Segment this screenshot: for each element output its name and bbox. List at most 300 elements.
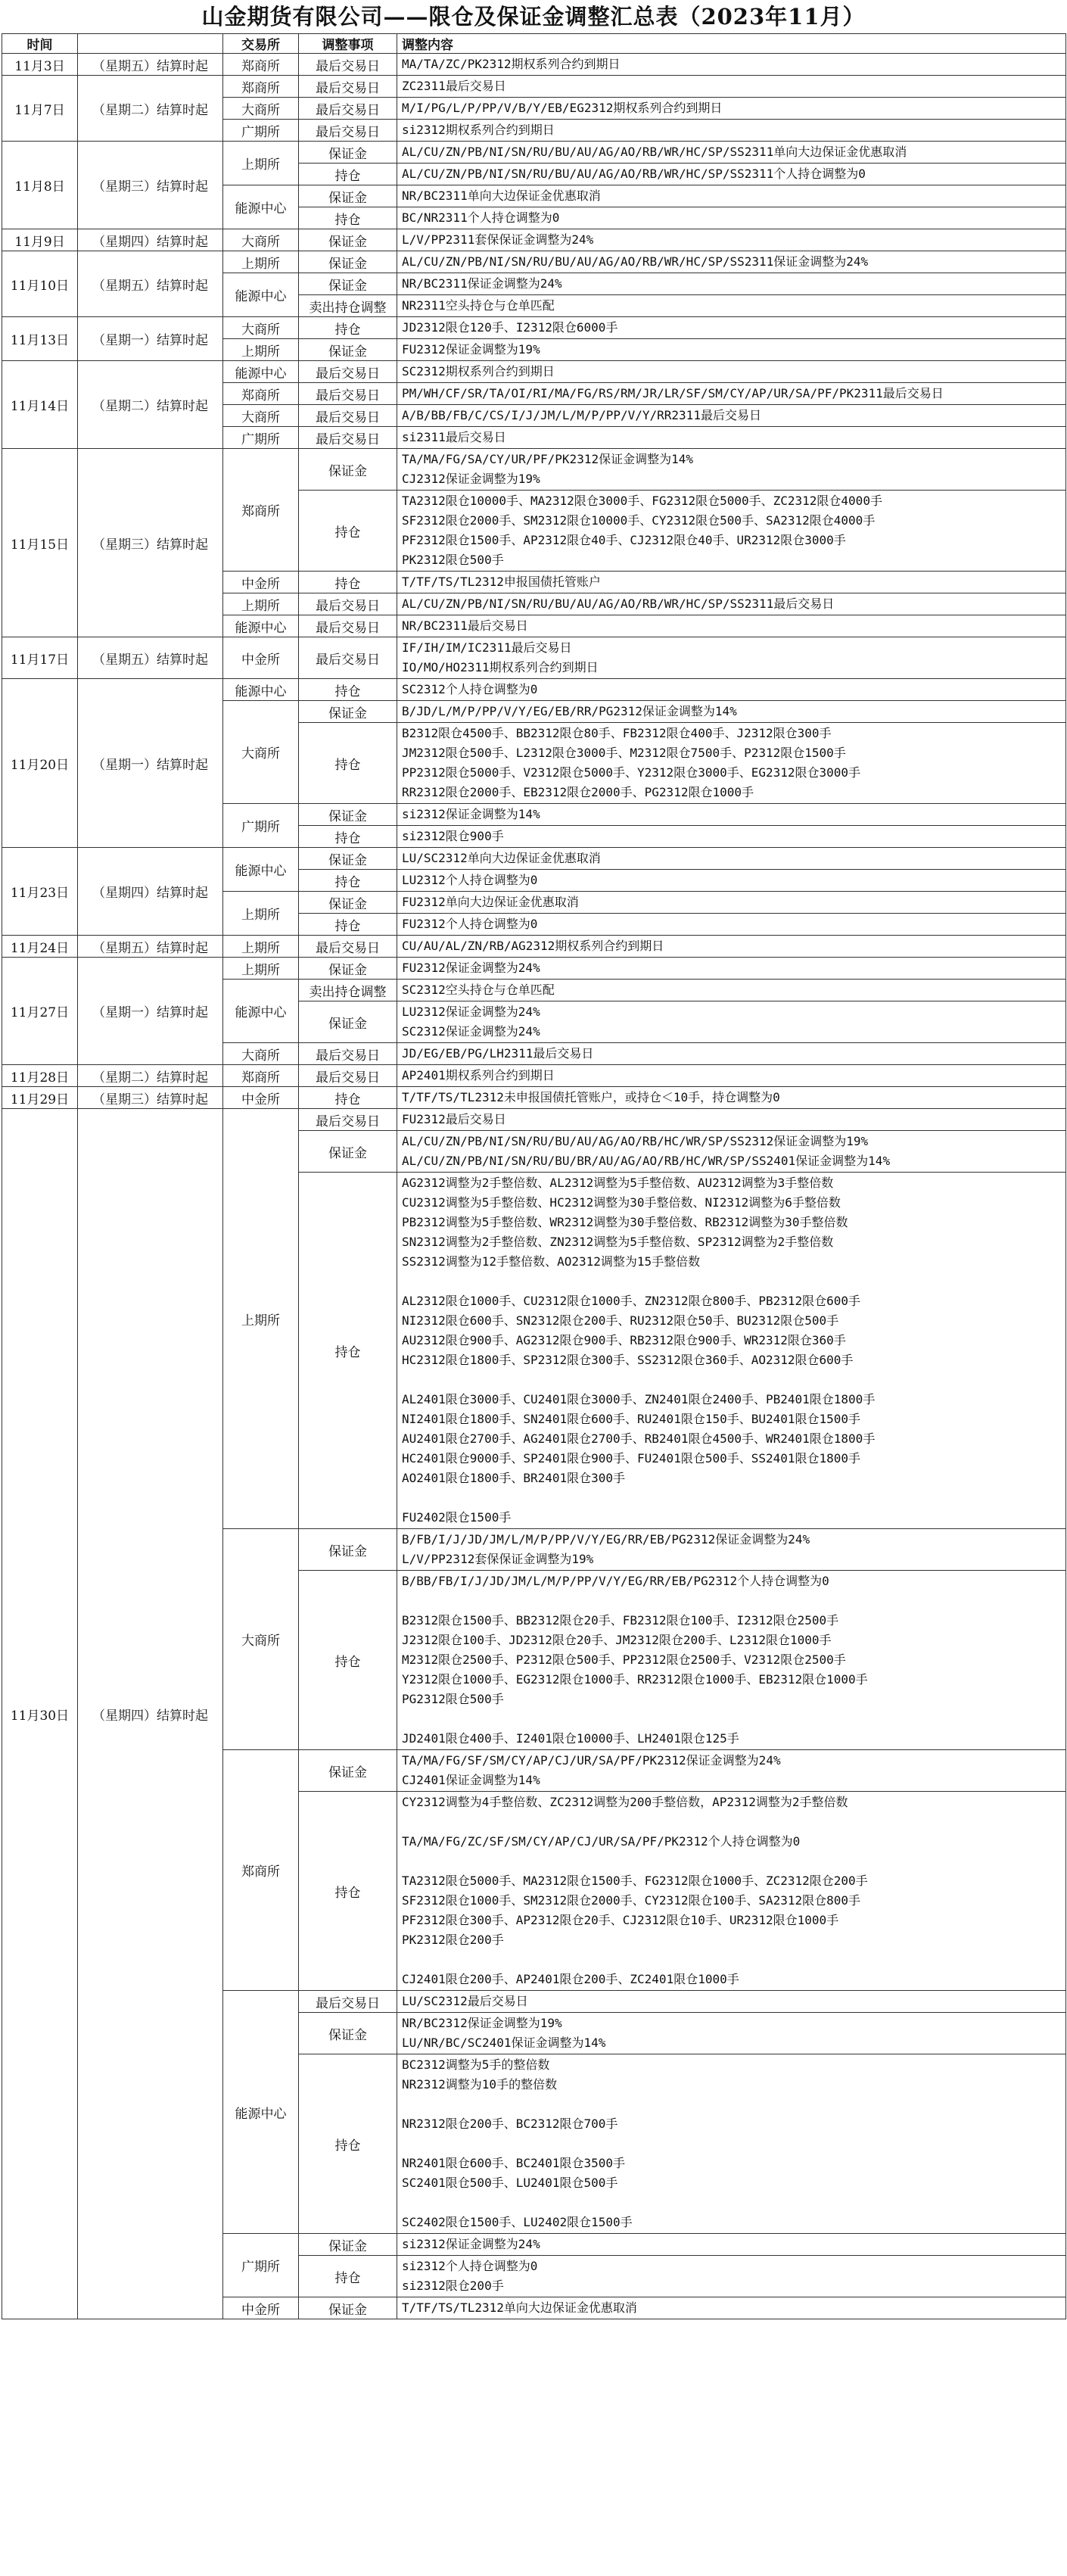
content-line bbox=[402, 1591, 1061, 1611]
content-cell bbox=[397, 1001, 1066, 1043]
content-cell bbox=[397, 1571, 1066, 1750]
content-cell bbox=[397, 2054, 1066, 2234]
exchange-cell: 能源中心 bbox=[223, 980, 299, 1043]
weekday-cell: （星期三）结算时起 bbox=[78, 142, 223, 229]
content-line: si2312保证金调整为14% bbox=[402, 807, 540, 821]
item-cell: 保证金 bbox=[299, 1750, 397, 1792]
content-line: si2312保证金调整为24% bbox=[402, 2237, 540, 2251]
item-cell: 保证金 bbox=[299, 848, 397, 870]
content-line: CU2312调整为5手整倍数、HC2312调整为30手整倍数、NI2312调整为6手整倍数 bbox=[402, 1195, 841, 1210]
content-line: NR2312限仓200手、BC2312限仓700手 bbox=[402, 2117, 618, 2131]
item-cell: 保证金 bbox=[299, 701, 397, 723]
content-line: IO/MO/HO2311期权系列合约到期日 bbox=[402, 660, 599, 674]
content-cell bbox=[397, 892, 1066, 914]
content-cell bbox=[397, 1173, 1066, 1529]
weekday-cell: （星期五）结算时起 bbox=[78, 637, 223, 679]
content-cell bbox=[397, 251, 1066, 273]
exchange-cell: 上期所 bbox=[223, 251, 299, 273]
content-line: NR/BC2311单向大边保证金优惠取消 bbox=[402, 188, 601, 203]
content-line: HC2401限仓9000手、SP2401限仓900手、FU2401限仓500手、SS2401限仓1800手 bbox=[402, 1451, 861, 1466]
content-line bbox=[402, 1272, 1061, 1291]
table-row bbox=[2, 229, 1066, 251]
table-row bbox=[2, 142, 1066, 164]
item-cell: 持仓 bbox=[299, 2054, 397, 2234]
content-line: si2312限仓200手 bbox=[402, 2279, 504, 2293]
content-line: PP2312限仓5000手、V2312限仓5000手、Y2312限仓3000手、EG2312限仓3000手 bbox=[402, 765, 861, 780]
content-cell bbox=[397, 936, 1066, 958]
content-cell bbox=[397, 980, 1066, 1001]
content-cell bbox=[397, 273, 1066, 295]
exchange-cell: 大商所 bbox=[223, 1043, 299, 1065]
content-cell bbox=[397, 120, 1066, 142]
content-cell bbox=[397, 848, 1066, 870]
weekday-cell: （星期一）结算时起 bbox=[78, 679, 223, 848]
content-line: MA/TA/ZC/PK2312期权系列合约到期日 bbox=[402, 57, 621, 71]
item-cell: 保证金 bbox=[299, 1131, 397, 1173]
content-cell bbox=[397, 593, 1066, 615]
weekday-cell: （星期五）结算时起 bbox=[78, 251, 223, 317]
item-cell: 保证金 bbox=[299, 185, 397, 207]
table-row bbox=[2, 317, 1066, 339]
content-line bbox=[402, 2193, 1061, 2213]
content-cell bbox=[397, 449, 1066, 491]
item-cell: 持仓 bbox=[299, 207, 397, 229]
content-cell bbox=[397, 2297, 1066, 2319]
exchange-cell: 广期所 bbox=[223, 427, 299, 449]
weekday-cell: （星期一）结算时起 bbox=[78, 958, 223, 1065]
content-line: PK2312限仓200手 bbox=[402, 1933, 504, 1947]
content-line: SC2312保证金调整为24% bbox=[402, 1024, 540, 1039]
content-line: FU2312最后交易日 bbox=[402, 1112, 506, 1126]
exchange-cell: 广期所 bbox=[223, 120, 299, 142]
content-line: PF2312限仓300手、AP2312限仓20手、CJ2312限仓10手、UR2312限仓1000手 bbox=[402, 1913, 839, 1927]
exchange-cell: 大商所 bbox=[223, 405, 299, 427]
content-line: TA/MA/FG/SA/CY/UR/PF/PK2312保证金调整为14% bbox=[402, 452, 693, 466]
content-line: AP2401期权系列合约到期日 bbox=[402, 1068, 555, 1082]
content-line: FU2312个人持仓调整为0 bbox=[402, 917, 538, 931]
content-line: IF/IH/IM/IC2311最后交易日 bbox=[402, 640, 572, 655]
table-row bbox=[2, 251, 1066, 273]
content-line: AU2401限仓2700手、AG2401限仓2700手、RB2401限仓4500手、WR2401限仓1800手 bbox=[402, 1431, 876, 1446]
exchange-cell: 大商所 bbox=[223, 317, 299, 339]
content-line: AL/CU/ZN/PB/NI/SN/RU/BU/AU/AG/AO/RB/WR/HC/SP/SS2311个人持仓调整为0 bbox=[402, 167, 866, 181]
item-cell: 最后交易日 bbox=[299, 54, 397, 76]
date-cell: 11月7日 bbox=[2, 76, 78, 142]
content-line: FU2312单向大边保证金优惠取消 bbox=[402, 895, 579, 909]
item-cell: 持仓 bbox=[299, 1571, 397, 1750]
item-cell: 卖出持仓调整 bbox=[299, 295, 397, 317]
content-line: SC2312期权系列合约到期日 bbox=[402, 364, 555, 378]
content-cell bbox=[397, 1792, 1066, 1991]
content-line: AG2312调整为2手整倍数、AL2312调整为5手整倍数、AU2312调整为3手整倍数 bbox=[402, 1176, 834, 1190]
content-line bbox=[402, 1852, 1061, 1871]
item-cell: 最后交易日 bbox=[299, 593, 397, 615]
content-cell bbox=[397, 427, 1066, 449]
content-cell bbox=[397, 572, 1066, 593]
content-line: B/FB/I/J/JD/JM/L/M/P/PP/V/Y/EG/RR/EB/PG2312保证金调整为24% bbox=[402, 1532, 810, 1547]
content-line: PM/WH/CF/SR/TA/OI/RI/MA/FG/RS/RM/JR/LR/SF/SM/CY/AP/UR/SA/PF/PK2311最后交易日 bbox=[402, 386, 944, 400]
content-line: B/BB/FB/I/J/JD/JM/L/M/P/PP/V/Y/EG/RR/EB/PG2312个人持仓调整为0 bbox=[402, 1574, 829, 1588]
content-line: B2312限仓4500手、BB2312限仓80手、FB2312限仓400手、J2312限仓300手 bbox=[402, 726, 832, 740]
content-line: TA/MA/FG/SF/SM/CY/AP/CJ/UR/SA/PF/PK2312保证金调整为24% bbox=[402, 1753, 781, 1768]
content-line: SC2312个人持仓调整为0 bbox=[402, 682, 538, 696]
table-header-row bbox=[2, 34, 1066, 54]
exchange-cell: 上期所 bbox=[223, 1109, 299, 1529]
item-cell: 最后交易日 bbox=[299, 1109, 397, 1131]
content-line bbox=[402, 1812, 1061, 1832]
date-cell: 11月9日 bbox=[2, 229, 78, 251]
content-line: NI2401限仓1800手、SN2401限仓600手、RU2401限仓150手、BU2401限仓1500手 bbox=[402, 1412, 861, 1426]
content-cell bbox=[397, 723, 1066, 804]
content-line: M/I/PG/L/P/PP/V/B/Y/EB/EG2312期权系列合约到期日 bbox=[402, 101, 723, 115]
exchange-cell: 大商所 bbox=[223, 98, 299, 120]
content-line: NR2401限仓600手、BC2401限仓3500手 bbox=[402, 2156, 626, 2170]
item-cell: 持仓 bbox=[299, 164, 397, 185]
content-line: SC2312空头持仓与仓单匹配 bbox=[402, 983, 555, 997]
page-title: 山金期货有限公司——限仓及保证金调整汇总表（2023年11月） bbox=[201, 4, 866, 30]
content-cell bbox=[397, 1043, 1066, 1065]
item-cell: 保证金 bbox=[299, 2013, 397, 2054]
table-row bbox=[2, 54, 1066, 76]
item-cell: 持仓 bbox=[299, 723, 397, 804]
content-cell bbox=[397, 491, 1066, 572]
content-cell bbox=[397, 185, 1066, 207]
item-cell: 最后交易日 bbox=[299, 1065, 397, 1087]
content-line: si2312期权系列合约到期日 bbox=[402, 123, 555, 137]
weekday-cell: （星期二）结算时起 bbox=[78, 76, 223, 142]
content-line: AU2312限仓900手、AG2312限仓900手、RB2312限仓900手、WR2312限仓360手 bbox=[402, 1333, 846, 1347]
header-exchange: 交易所 bbox=[223, 34, 299, 54]
content-line: AL2312限仓1000手、CU2312限仓1000手、ZN2312限仓800手、PB2312限仓600手 bbox=[402, 1294, 861, 1308]
item-cell: 持仓 bbox=[299, 914, 397, 936]
content-line: CJ2401保证金调整为14% bbox=[402, 1773, 540, 1787]
content-line: SC2401限仓500手、LU2401限仓500手 bbox=[402, 2176, 618, 2190]
content-line: Y2312限仓1000手、EG2312限仓1000手、RR2312限仓1000手、EB2312限仓1000手 bbox=[402, 1672, 868, 1687]
item-cell: 最后交易日 bbox=[299, 427, 397, 449]
exchange-cell: 上期所 bbox=[223, 892, 299, 936]
table-row bbox=[2, 76, 1066, 98]
exchange-cell: 能源中心 bbox=[223, 679, 299, 701]
table-row bbox=[2, 449, 1066, 491]
content-cell bbox=[397, 1991, 1066, 2013]
item-cell: 最后交易日 bbox=[299, 76, 397, 98]
date-cell: 11月15日 bbox=[2, 449, 78, 637]
exchange-cell: 上期所 bbox=[223, 142, 299, 185]
weekday-cell: （星期五）结算时起 bbox=[78, 54, 223, 76]
content-line: CY2312调整为4手整倍数、ZC2312调整为200手整倍数，AP2312调整为2手整倍数 bbox=[402, 1795, 848, 1809]
item-cell: 保证金 bbox=[299, 229, 397, 251]
content-line: LU/SC2312最后交易日 bbox=[402, 1994, 528, 2008]
adjustment-table bbox=[2, 33, 1066, 2319]
content-line: LU2312个人持仓调整为0 bbox=[402, 873, 538, 887]
exchange-cell: 广期所 bbox=[223, 804, 299, 848]
content-line: TA2312限仓5000手、MA2312限仓1500手、FG2312限仓1000手、ZC2312限仓200手 bbox=[402, 1874, 868, 1888]
content-cell bbox=[397, 1109, 1066, 1131]
weekday-cell: （星期四）结算时起 bbox=[78, 848, 223, 936]
exchange-cell: 郑商所 bbox=[223, 54, 299, 76]
content-cell bbox=[397, 870, 1066, 892]
content-cell bbox=[397, 164, 1066, 185]
content-cell bbox=[397, 1065, 1066, 1087]
date-cell: 11月3日 bbox=[2, 54, 78, 76]
content-cell bbox=[397, 54, 1066, 76]
header-week bbox=[78, 34, 223, 54]
content-line: si2312限仓900手 bbox=[402, 829, 504, 843]
content-line: JD2312限仓120手、I2312限仓6000手 bbox=[402, 320, 618, 335]
exchange-cell: 郑商所 bbox=[223, 383, 299, 405]
content-line: B/JD/L/M/P/PP/V/Y/EG/EB/RR/PG2312保证金调整为14% bbox=[402, 704, 737, 718]
weekday-cell: （星期四）结算时起 bbox=[78, 229, 223, 251]
item-cell: 最后交易日 bbox=[299, 637, 397, 679]
item-cell: 持仓 bbox=[299, 317, 397, 339]
item-cell: 卖出持仓调整 bbox=[299, 980, 397, 1001]
exchange-cell: 郑商所 bbox=[223, 449, 299, 572]
weekday-cell: （星期四）结算时起 bbox=[78, 1109, 223, 2319]
content-line: SC2402限仓1500手、LU2402限仓1500手 bbox=[402, 2215, 633, 2229]
header-date: 时间 bbox=[2, 34, 78, 54]
item-cell: 保证金 bbox=[299, 1529, 397, 1571]
exchange-cell: 中金所 bbox=[223, 1087, 299, 1109]
content-line: si2312个人持仓调整为0 bbox=[402, 2259, 538, 2273]
content-line: NR/BC2311最后交易日 bbox=[402, 618, 528, 633]
date-cell: 11月27日 bbox=[2, 958, 78, 1065]
content-line bbox=[402, 2095, 1061, 2114]
exchange-cell: 广期所 bbox=[223, 2234, 299, 2297]
content-cell bbox=[397, 679, 1066, 701]
content-cell bbox=[397, 229, 1066, 251]
date-cell: 11月8日 bbox=[2, 142, 78, 229]
content-line: J2312限仓100手、JD2312限仓20手、JM2312限仓200手、L2312限仓1000手 bbox=[402, 1633, 832, 1647]
item-cell: 保证金 bbox=[299, 142, 397, 164]
header-item: 调整事项 bbox=[299, 34, 397, 54]
content-line: LU/SC2312单向大边保证金优惠取消 bbox=[402, 851, 601, 865]
content-line: si2311最后交易日 bbox=[402, 430, 506, 444]
content-line: JM2312限仓500手、L2312限仓3000手、M2312限仓7500手、P2312限仓1500手 bbox=[402, 746, 846, 760]
exchange-cell: 郑商所 bbox=[223, 1065, 299, 1087]
table-row bbox=[2, 958, 1066, 980]
content-line: RR2312限仓2000手、EB2312限仓2000手、PG2312限仓1000手 bbox=[402, 785, 754, 799]
content-cell bbox=[397, 405, 1066, 427]
item-cell: 最后交易日 bbox=[299, 98, 397, 120]
item-cell: 持仓 bbox=[299, 572, 397, 593]
content-line bbox=[402, 1709, 1061, 1729]
item-cell: 持仓 bbox=[299, 1173, 397, 1529]
date-cell: 11月30日 bbox=[2, 1109, 78, 2319]
item-cell: 保证金 bbox=[299, 892, 397, 914]
content-line: NR2312调整为10手的整倍数 bbox=[402, 2077, 558, 2092]
item-cell: 持仓 bbox=[299, 679, 397, 701]
item-cell: 保证金 bbox=[299, 2234, 397, 2256]
date-cell: 11月17日 bbox=[2, 637, 78, 679]
exchange-cell: 郑商所 bbox=[223, 1750, 299, 1991]
table-row bbox=[2, 361, 1066, 383]
exchange-cell: 能源中心 bbox=[223, 361, 299, 383]
content-line: NR/BC2312保证金调整为19% bbox=[402, 2016, 562, 2030]
content-line: A/B/BB/FB/C/CS/I/J/JM/L/M/P/PP/V/Y/RR2311最后交易日 bbox=[402, 408, 761, 422]
content-cell bbox=[397, 207, 1066, 229]
content-cell bbox=[397, 826, 1066, 848]
exchange-cell: 大商所 bbox=[223, 229, 299, 251]
content-line: NR/BC2311保证金调整为24% bbox=[402, 276, 562, 291]
table-body bbox=[2, 54, 1066, 2319]
exchange-cell: 能源中心 bbox=[223, 185, 299, 229]
content-line: JD/EG/EB/PG/LH2311最后交易日 bbox=[402, 1046, 594, 1061]
content-line: FU2312保证金调整为19% bbox=[402, 342, 540, 357]
exchange-cell: 上期所 bbox=[223, 936, 299, 958]
content-cell bbox=[397, 701, 1066, 723]
table-row bbox=[2, 1109, 1066, 1131]
content-cell bbox=[397, 142, 1066, 164]
content-line: CJ2401限仓200手、AP2401限仓200手、ZC2401限仓1000手 bbox=[402, 1972, 739, 1986]
content-line: CU/AU/AL/ZN/RB/AG2312期权系列合约到期日 bbox=[402, 939, 664, 953]
content-cell bbox=[397, 317, 1066, 339]
date-cell: 11月13日 bbox=[2, 317, 78, 361]
content-line: PF2312限仓1500手、AP2312限仓40手、CJ2312限仓40手、UR2312限仓3000手 bbox=[402, 533, 846, 547]
exchange-cell: 中金所 bbox=[223, 2297, 299, 2319]
content-line: AO2401限仓1800手、BR2401限仓300手 bbox=[402, 1471, 626, 1485]
content-cell bbox=[397, 2256, 1066, 2297]
content-line: ZC2311最后交易日 bbox=[402, 79, 506, 93]
content-line: L/V/PP2312套保保证金调整为19% bbox=[402, 1552, 594, 1566]
content-cell bbox=[397, 914, 1066, 936]
item-cell: 保证金 bbox=[299, 273, 397, 295]
content-line: AL/CU/ZN/PB/NI/SN/RU/BU/AU/AG/AO/RB/WR/HC/SP/SS2311保证金调整为24% bbox=[402, 254, 869, 269]
date-cell: 11月23日 bbox=[2, 848, 78, 936]
content-cell bbox=[397, 1750, 1066, 1792]
exchange-cell: 上期所 bbox=[223, 593, 299, 615]
content-line bbox=[402, 1950, 1061, 1970]
content-cell bbox=[397, 804, 1066, 826]
content-line: L/V/PP2311套保保证金调整为24% bbox=[402, 232, 594, 247]
content-cell bbox=[397, 2234, 1066, 2256]
exchange-cell: 能源中心 bbox=[223, 615, 299, 637]
item-cell: 保证金 bbox=[299, 958, 397, 980]
item-cell: 最后交易日 bbox=[299, 383, 397, 405]
date-cell: 11月10日 bbox=[2, 251, 78, 317]
content-line: B2312限仓1500手、BB2312限仓20手、FB2312限仓100手、I2312限仓2500手 bbox=[402, 1613, 839, 1628]
content-line: T/TF/TS/TL2312申报国债托管账户 bbox=[402, 575, 601, 589]
content-line: CJ2312保证金调整为19% bbox=[402, 472, 540, 486]
table-row bbox=[2, 679, 1066, 701]
exchange-cell: 中金所 bbox=[223, 572, 299, 593]
content-line: BC/NR2311个人持仓调整为0 bbox=[402, 210, 560, 225]
content-line: LU2312保证金调整为24% bbox=[402, 1005, 540, 1019]
date-cell: 11月24日 bbox=[2, 936, 78, 958]
item-cell: 保证金 bbox=[299, 339, 397, 361]
exchange-cell: 大商所 bbox=[223, 701, 299, 804]
content-line: NR2311空头持仓与仓单匹配 bbox=[402, 298, 555, 313]
content-line: SS2312调整为12手整倍数、AO2312调整为15手整倍数 bbox=[402, 1254, 701, 1269]
item-cell: 持仓 bbox=[299, 826, 397, 848]
exchange-cell: 上期所 bbox=[223, 958, 299, 980]
item-cell: 持仓 bbox=[299, 2256, 397, 2297]
content-line: AL/CU/ZN/PB/NI/SN/RU/BU/AU/AG/AO/RB/HC/WR/SP/SS2312保证金调整为19% bbox=[402, 1134, 869, 1148]
content-line: SF2312限仓2000手、SM2312限仓10000手、CY2312限仓500手、SA2312限仓4000手 bbox=[402, 513, 876, 528]
content-line: AL2401限仓3000手、CU2401限仓3000手、ZN2401限仓2400手、PB2401限仓1800手 bbox=[402, 1392, 876, 1406]
weekday-cell: （星期五）结算时起 bbox=[78, 936, 223, 958]
item-cell: 保证金 bbox=[299, 2297, 397, 2319]
table-row bbox=[2, 848, 1066, 870]
item-cell: 最后交易日 bbox=[299, 936, 397, 958]
weekday-cell: （星期三）结算时起 bbox=[78, 449, 223, 637]
item-cell: 最后交易日 bbox=[299, 120, 397, 142]
exchange-cell: 郑商所 bbox=[223, 76, 299, 98]
content-line: TA2312限仓10000手、MA2312限仓3000手、FG2312限仓5000手、ZC2312限仓4000手 bbox=[402, 494, 882, 508]
content-cell bbox=[397, 1131, 1066, 1173]
table-row bbox=[2, 1065, 1066, 1087]
table-row bbox=[2, 637, 1066, 679]
content-cell bbox=[397, 2013, 1066, 2054]
item-cell: 最后交易日 bbox=[299, 1043, 397, 1065]
item-cell: 持仓 bbox=[299, 870, 397, 892]
item-cell: 持仓 bbox=[299, 1087, 397, 1109]
content-cell bbox=[397, 76, 1066, 98]
exchange-cell: 大商所 bbox=[223, 1529, 299, 1750]
content-line: LU/NR/BC/SC2401保证金调整为14% bbox=[402, 2036, 606, 2050]
content-line: PB2312调整为5手整倍数、WR2312调整为30手整倍数、RB2312调整为30手整倍数 bbox=[402, 1215, 848, 1229]
content-line: AL/CU/ZN/PB/NI/SN/RU/BU/BR/AU/AG/AO/RB/HC/WR/SP/SS2401保证金调整为14% bbox=[402, 1154, 891, 1168]
item-cell: 保证金 bbox=[299, 804, 397, 826]
item-cell: 最后交易日 bbox=[299, 361, 397, 383]
content-line: T/TF/TS/TL2312未申报国债托管账户，或持仓＜10手，持仓调整为0 bbox=[402, 1090, 780, 1104]
content-line bbox=[402, 1370, 1061, 1390]
content-cell bbox=[397, 958, 1066, 980]
exchange-cell: 能源中心 bbox=[223, 273, 299, 317]
item-cell: 保证金 bbox=[299, 1001, 397, 1043]
content-line: NI2312限仓600手、SN2312限仓200手、RU2312限仓50手、BU2312限仓500手 bbox=[402, 1313, 839, 1328]
content-line: FU2402限仓1500手 bbox=[402, 1510, 512, 1525]
content-line: AL/CU/ZN/PB/NI/SN/RU/BU/AU/AG/AO/RB/WR/HC/SP/SS2311最后交易日 bbox=[402, 596, 835, 611]
weekday-cell: （星期一）结算时起 bbox=[78, 317, 223, 361]
content-line: PK2312限仓500手 bbox=[402, 553, 504, 567]
content-line: SF2312限仓1000手、SM2312限仓2000手、CY2312限仓100手、SA2312限仓800手 bbox=[402, 1893, 861, 1908]
content-cell bbox=[397, 1087, 1066, 1109]
content-cell bbox=[397, 1529, 1066, 1571]
table-row bbox=[2, 936, 1066, 958]
item-cell: 最后交易日 bbox=[299, 405, 397, 427]
table-row bbox=[2, 1087, 1066, 1109]
item-cell: 持仓 bbox=[299, 1792, 397, 1991]
content-cell bbox=[397, 339, 1066, 361]
item-cell: 保证金 bbox=[299, 251, 397, 273]
content-line: AL/CU/ZN/PB/NI/SN/RU/BU/AU/AG/AO/RB/WR/HC/SP/SS2311单向大边保证金优惠取消 bbox=[402, 145, 907, 159]
exchange-cell: 上期所 bbox=[223, 339, 299, 361]
exchange-cell: 能源中心 bbox=[223, 848, 299, 892]
content-line bbox=[402, 2134, 1061, 2154]
exchange-cell: 能源中心 bbox=[223, 1991, 299, 2234]
weekday-cell: （星期二）结算时起 bbox=[78, 1065, 223, 1087]
weekday-cell: （星期三）结算时起 bbox=[78, 1087, 223, 1109]
date-cell: 11月29日 bbox=[2, 1087, 78, 1109]
content-line: T/TF/TS/TL2312单向大边保证金优惠取消 bbox=[402, 2300, 637, 2315]
item-cell: 最后交易日 bbox=[299, 615, 397, 637]
content-line: HC2312限仓1800手、SP2312限仓300手、SS2312限仓360手、AO2312限仓600手 bbox=[402, 1353, 854, 1367]
content-line: PG2312限仓500手 bbox=[402, 1692, 504, 1706]
weekday-cell: （星期二）结算时起 bbox=[78, 361, 223, 449]
item-cell: 持仓 bbox=[299, 491, 397, 572]
content-line: TA/MA/FG/ZC/SF/SM/CY/AP/CJ/UR/SA/PF/PK2312个人持仓调整为0 bbox=[402, 1834, 801, 1849]
content-cell bbox=[397, 98, 1066, 120]
exchange-cell: 中金所 bbox=[223, 637, 299, 679]
content-cell bbox=[397, 615, 1066, 637]
content-line: SN2312调整为2手整倍数、ZN2312调整为5手整倍数、SP2312调整为2手整倍数 bbox=[402, 1235, 834, 1249]
item-cell: 最后交易日 bbox=[299, 1991, 397, 2013]
item-cell: 保证金 bbox=[299, 449, 397, 491]
content-cell bbox=[397, 361, 1066, 383]
content-line: M2312限仓2500手、P2312限仓500手、PP2312限仓2500手、V2312限仓2500手 bbox=[402, 1652, 846, 1667]
content-cell bbox=[397, 637, 1066, 679]
content-cell bbox=[397, 383, 1066, 405]
